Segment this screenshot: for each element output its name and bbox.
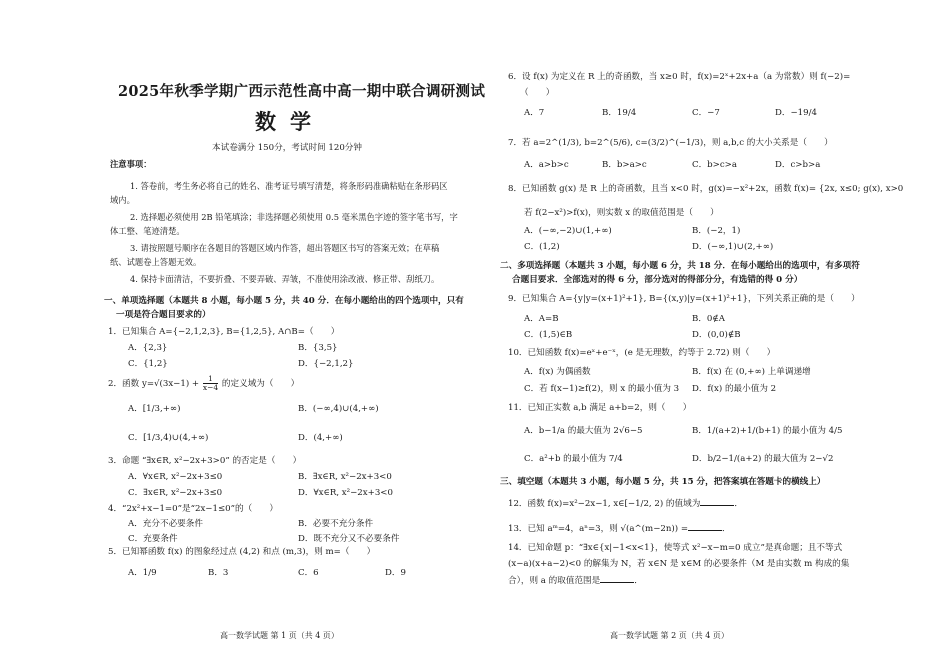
question-13: 13．已知 aᵐ=4，aⁿ=3，则 √(a^(m−2n)) = ．: [508, 521, 731, 534]
question-10: 10．已知函数 f(x)=eˣ+e⁻ˣ，(e 是无理数，约等于 2.72) 则（ ）: [508, 348, 776, 358]
q4-option-d: D．既不充分又不必要条件: [298, 534, 400, 544]
notice-line: 3. 请按照题号顺序在各题目的答题区域内作答，超出答题区书写的答案无效；在草稿: [130, 243, 440, 253]
q13-text: 13．已知 aᵐ=4，aⁿ=3，则 √(a^(m−2n)) =: [508, 524, 689, 534]
question-5: 5．已知幂函数 f(x) 的图象经过点 (4,2) 和点 (m,3)，则 m=（ ）: [108, 547, 376, 557]
question-8: 8．已知函数 g(x) 是 R 上的奇函数，且当 x<0 时，g(x)=−x²+2x，函数 f(x)= {2x, x≤0; g(x), x>0: [508, 184, 904, 194]
question-14: 14．已知命题 p：“∃x∈{x|−1<x<1}，使等式 x²−x−m=0 成立”是真命题；且不等式: [508, 543, 843, 553]
q2-numerator: 1: [208, 374, 213, 383]
q9-option-a: A．A=B: [524, 314, 559, 324]
question-9: 9．已知集合 A={y|y=(x+1)²+1}, B={(x,y)|y=(x+1)²+1}，下列关系正确的是（ ）: [508, 294, 860, 304]
q5-option-d: D．9: [385, 568, 406, 578]
q7-option-d: D．c>b>a: [775, 160, 821, 170]
q6-option-a: A．7: [524, 108, 545, 118]
q8-option-d: D．(−∞,1)∪(2,+∞): [692, 242, 774, 252]
q12-text: 12．函数 f(x)=x²−2x−1, x∈[−1/2, 2) 的值域为: [508, 499, 701, 509]
q5-option-c: C．6: [298, 568, 319, 578]
q5-option-b: B．3: [208, 568, 229, 578]
q1-option-d: D．{−2,1,2}: [298, 359, 354, 369]
q4-option-c: C．充要条件: [128, 534, 178, 544]
notice-heading: 注意事项：: [110, 159, 152, 169]
q9-option-b: B．0∉A: [692, 314, 725, 324]
q8-option-c: C．(1,2): [524, 242, 560, 252]
q2-fraction: [203, 375, 218, 392]
q6-option-b: B．19/4: [602, 108, 637, 118]
q1-option-a: A．{2,3}: [128, 343, 168, 353]
q11-option-a: A．b−1/a 的最大值为 2√6−5: [524, 426, 643, 436]
question-6-paren: （ ）: [520, 88, 555, 98]
notice-line: 体工整、笔迹清楚。: [110, 226, 185, 236]
question-2: [108, 375, 299, 392]
q11-option-c: C．a²+b 的最小值为 7/4: [524, 454, 623, 464]
section-1-heading: 一、单项选择题（本题共 8 小题，每小题 5 分，共 40 分．在每小题给出的四个选项中，只有: [104, 296, 464, 306]
q7-option-b: B．b>a>c: [602, 160, 647, 170]
q7-option-c: C．b>c>a: [692, 160, 738, 170]
q4-option-b: B．必要不充分条件: [298, 519, 374, 529]
q8-option-b: B．(−2，1): [692, 226, 741, 236]
q3-option-b: B．∃x∈R, x²−2x+3<0: [298, 472, 392, 482]
q14-answer-blank[interactable]: [600, 573, 634, 583]
notice-line: 纸、试题卷上答题无效。: [110, 257, 202, 267]
q1-option-b: B．{3,5}: [298, 343, 338, 353]
section-2-heading-cont: 合题目要求．全部选对的得 6 分，部分选对的得部分分，有选错的得 0 分）: [512, 275, 803, 285]
question-8-cont: 若 f(2−x²)>f(x)，则实数 x 的取值范围是（ ）: [524, 208, 719, 218]
q5-option-a: A．1/9: [128, 568, 157, 578]
q3-option-a: A．∀x∈R, x²−2x+3≤0: [128, 472, 223, 482]
q10-option-a: A．f(x) 为偶函数: [524, 367, 591, 377]
question-7: 7．若 a=2^(1/3), b=2^(5/6), c=(3/2)^(−1/3)，则 a,b,c 的大小关系是（ ）: [508, 138, 833, 148]
q11-option-b: B．1/(a+2)+1/(b+1) 的最小值为 4/5: [692, 426, 843, 436]
q13-answer-blank[interactable]: [688, 521, 722, 531]
question-11: 11．已知正实数 a,b 满足 a+b=2，则（ ）: [508, 403, 692, 413]
section-3-heading: 三、填空题（本题共 3 小题，每小题 5 分，共 15 分，把答案填在答题卡的横线上）: [500, 477, 826, 487]
q6-option-d: D．−19/4: [775, 108, 817, 118]
page-2: [490, 0, 904, 672]
q10-option-b: B．f(x) 在 (0,+∞) 上单调递增: [692, 367, 811, 377]
page-footer: 高一数学试题 第 1 页（共 4 页）: [220, 631, 339, 640]
q2-text-pre: 2．函数 y=√(3x−1) +: [108, 379, 200, 389]
q9-option-d: D．(0,0)∉B: [692, 330, 741, 340]
q2-option-c: C．[1/3,4)∪(4,+∞): [128, 433, 209, 443]
subject-title: 数学: [255, 109, 325, 134]
q2-option-d: D．(4,+∞): [298, 433, 343, 443]
question-1: 1．已知集合 A={−2,1,2,3}, B={1,2,5}, A∩B=（ ）: [108, 327, 340, 337]
q11-option-d: D．b/2−1/(a+2) 的最大值为 2−√2: [692, 454, 834, 464]
notice-line: 2. 选择题必须使用 2B 铅笔填涂；非选择题必须使用 0.5 毫米黑色字迹的签字笔书写，字: [130, 212, 458, 222]
q3-option-d: D．∀x∈R, x²−2x+3<0: [298, 488, 393, 498]
page-footer: 高一数学试题 第 2 页（共 4 页）: [610, 631, 729, 640]
question-6: 6．设 f(x) 为定义在 R 上的奇函数，当 x≥0 时，f(x)=2ˣ+2x+a（a 为常数）则 f(−2)=: [508, 72, 851, 82]
question-3: 3．命题 “∃x∈R, x²−2x+3>0” 的否定是（ ）: [108, 456, 302, 466]
exam-info: 本试卷满分 150分，考试时间 120分钟: [212, 143, 362, 153]
q3-option-c: C．∃x∈R, x²−2x+3≤0: [128, 488, 223, 498]
q8-option-a: A．(−∞,−2)∪(1,+∞): [524, 226, 612, 236]
section-1-heading-cont: 一项是符合题目要求的）: [116, 310, 211, 320]
question-14-cont: (x−a)(x+a−2)<0 的解集为 N，若 x∈N 是 x∈M 的必要条件（M 是由实数 m 构成的集: [508, 559, 850, 569]
exam-title: 2025年秋季学期广西示范性高中高一期中联合调研测试: [118, 83, 486, 100]
notice-line: 域内。: [110, 195, 135, 205]
q4-option-a: A．充分不必要条件: [128, 519, 203, 529]
q2-denominator: x−4: [202, 383, 219, 392]
section-2-heading: 二、多项选择题（本题共 3 小题，每小题 6 分，共 18 分．在每小题给出的选项中，有多项符: [500, 261, 860, 271]
q1-option-c: C．{1,2}: [128, 359, 168, 369]
q12-answer-blank[interactable]: [700, 496, 734, 506]
question-14-end: 合），则 a 的取值范围是 ．: [508, 573, 643, 586]
q2-option-a: A．[1/3,+∞): [128, 404, 181, 414]
page-1: [100, 0, 486, 672]
q2-text-post: 的定义域为（ ）: [221, 379, 300, 389]
q10-option-d: D．f(x) 的最小值为 2: [692, 384, 777, 394]
notice-line: 1. 答卷前，考生务必将自己的姓名、准考证号填写清楚，将条形码准确粘贴在条形码区: [130, 181, 448, 191]
q6-option-c: C．−7: [692, 108, 720, 118]
question-12: 12．函数 f(x)=x²−2x−1, x∈[−1/2, 2) 的值域为 ．: [508, 496, 743, 509]
q2-option-b: B．(−∞,4)∪(4,+∞): [298, 404, 379, 414]
q7-option-a: A．a>b>c: [524, 160, 569, 170]
notice-line: 4. 保持卡面清洁，不要折叠、不要弄破、弄皱，不准使用涂改液、修正带、刮纸刀。: [130, 274, 440, 284]
question-4: 4．“2x²+x−1=0”是“2x−1≤0”的（ ）: [108, 504, 278, 514]
q9-option-c: C．(1,5)∈B: [524, 330, 573, 340]
q14-text: 合），则 a 的取值范围是: [508, 576, 601, 586]
q10-option-c: C．若 f(x−1)≥f(2)，则 x 的最小值为 3: [524, 384, 680, 394]
